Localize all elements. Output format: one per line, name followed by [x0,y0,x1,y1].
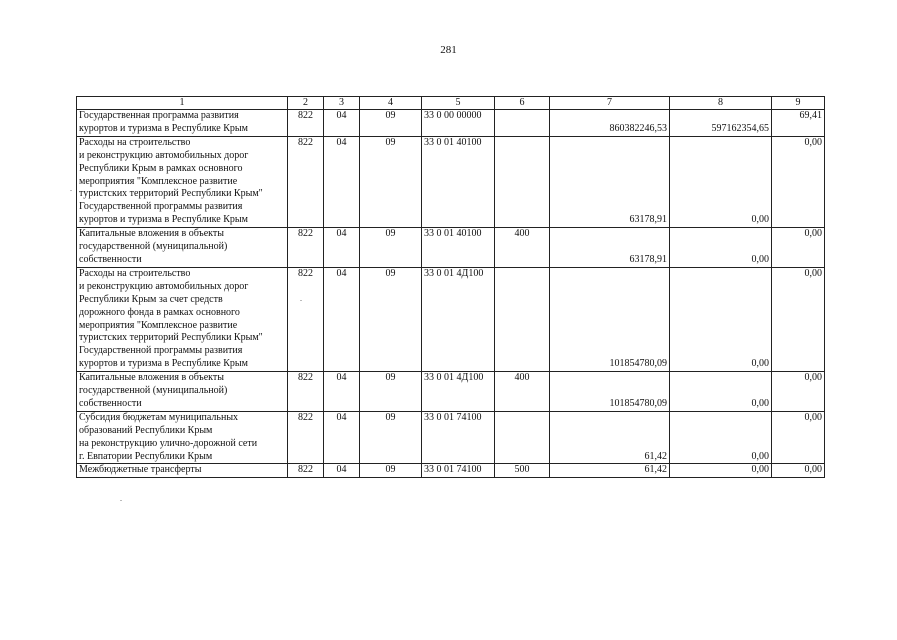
expense-name-line: туристских территорий Республики Крым" [79,188,263,200]
expense-name-cell [77,110,288,137]
expense-name-line: Субсидия бюджетам муниципальных [79,411,239,423]
expense-name-line: мероприятия "Комплексное развитие [79,175,238,187]
expense-name-cell [77,464,288,478]
header-cell: 4 [360,97,422,110]
plan-amount-cell: 61,42 [550,411,670,464]
subsection-code-cell: 09 [360,136,422,227]
table-row [77,464,825,478]
expense-name-line: собственности [79,253,142,265]
grbs-code-cell: 822 [288,267,324,371]
grbs-code-cell: 822 [288,464,324,478]
expense-name-cell [77,372,288,412]
percent-cell: 0,00 [772,136,825,227]
expense-type-cell [495,136,550,227]
target-article-cell: 33 0 01 4Д100 [422,372,495,412]
expense-type-cell [495,110,550,137]
expense-name-line: курортов и туризма в Республике Крым [79,122,248,134]
table-row [77,411,825,464]
expense-type-cell: 400 [495,372,550,412]
fact-amount-cell: 597162354,65 [670,110,772,137]
subsection-code-cell: 09 [360,267,422,371]
table-row [77,228,825,268]
expense-name-line: и реконструкцию автомобильных дорог [79,280,249,292]
percent-cell: 0,00 [772,411,825,464]
percent-cell: 0,00 [772,464,825,478]
table-row [77,136,825,227]
header-cell: 1 [77,97,288,110]
header-cell: 9 [772,97,825,110]
plan-amount-cell: 63178,91 [550,228,670,268]
expense-name-line: Государственной программы развития [79,345,243,357]
expense-name-line: Расходы на строительство [79,267,191,279]
expense-name-line: дорожного фонда в рамках основного [79,306,240,318]
table-row [77,372,825,412]
grbs-code-cell: 822 [288,110,324,137]
expense-name-line: Государственная программа развития [79,110,239,121]
expense-name-line: Капитальные вложения в объекты [79,372,224,384]
plan-amount-cell: 101854780,09 [550,267,670,371]
subsection-code-cell: 09 [360,110,422,137]
expense-name-line: собственности [79,397,142,409]
expense-name-cell [77,267,288,371]
section-code-cell: 04 [324,267,360,371]
target-article-cell: 33 0 01 40100 [422,136,495,227]
table-row [77,267,825,371]
header-cell: 6 [495,97,550,110]
expense-name-line: Республики Крым за счет средств [79,293,223,305]
grbs-code-cell: 822 [288,228,324,268]
expense-name-line: Межбюджетные трансферты [79,464,202,476]
fact-amount-cell: 0,00 [670,372,772,412]
scan-artifact [120,500,122,501]
table-body [77,110,825,478]
expense-name-line: образований Республики Крым [79,424,213,436]
expense-type-cell [495,411,550,464]
section-code-cell: 04 [324,372,360,412]
target-article-cell: 33 0 01 40100 [422,228,495,268]
table-row [77,110,825,137]
subsection-code-cell: 09 [360,372,422,412]
expense-name-line: Капитальные вложения в объекты [79,228,224,240]
target-article-cell: 33 0 00 00000 [422,110,495,137]
section-code-cell: 04 [324,136,360,227]
expense-name-cell [77,411,288,464]
scan-artifact [300,300,302,301]
subsection-code-cell: 09 [360,228,422,268]
fact-amount-cell: 0,00 [670,411,772,464]
expense-name-line: Республики Крым в рамках основного [79,162,243,174]
header-cell: 3 [324,97,360,110]
percent-cell: 0,00 [772,372,825,412]
plan-amount-cell: 101854780,09 [550,372,670,412]
expense-name-line: г. Евпатории Республики Крым [79,450,213,462]
fact-amount-cell: 0,00 [670,136,772,227]
scan-artifact [70,190,72,191]
expense-name-cell [77,228,288,268]
expense-type-cell: 400 [495,228,550,268]
expense-type-cell: 500 [495,464,550,478]
subsection-code-cell: 09 [360,464,422,478]
plan-amount-cell: 63178,91 [550,136,670,227]
header-cell: 2 [288,97,324,110]
target-article-cell: 33 0 01 74100 [422,464,495,478]
header-cell: 8 [670,97,772,110]
expense-name-line: курортов и туризма в Республике Крым [79,358,248,370]
expense-name-line: курортов и туризма в Республике Крым [79,214,248,226]
percent-cell: 0,00 [772,267,825,371]
section-code-cell: 04 [324,411,360,464]
header-row [77,97,825,110]
expense-name-line: государственной (муниципальной) [79,385,228,397]
percent-cell: 69,41 [772,110,825,137]
expense-name-line: мероприятия "Комплексное развитие [79,319,238,331]
expense-name-line: Расходы на строительство [79,136,191,148]
section-code-cell: 04 [324,110,360,137]
target-article-cell: 33 0 01 4Д100 [422,267,495,371]
budget-table [76,96,825,478]
expense-name-line: туристских территорий Республики Крым" [79,332,263,344]
target-article-cell: 33 0 01 74100 [422,411,495,464]
grbs-code-cell: 822 [288,136,324,227]
expense-name-line: Государственной программы развития [79,201,243,213]
subsection-code-cell: 09 [360,411,422,464]
expense-name-line: на реконструкцию улично-дорожной сети [79,437,258,449]
expense-name-line: государственной (муниципальной) [79,241,228,253]
percent-cell: 0,00 [772,228,825,268]
plan-amount-cell: 61,42 [550,464,670,478]
expense-type-cell [495,267,550,371]
plan-amount-cell: 860382246,53 [550,110,670,137]
grbs-code-cell: 822 [288,372,324,412]
fact-amount-cell: 0,00 [670,228,772,268]
expense-name-cell [77,136,288,227]
fact-amount-cell: 0,00 [670,464,772,478]
expense-name-line: и реконструкцию автомобильных дорог [79,149,249,161]
section-code-cell: 04 [324,464,360,478]
grbs-code-cell: 822 [288,411,324,464]
page-number: 281 [440,44,457,56]
header-cell: 5 [422,97,495,110]
section-code-cell: 04 [324,228,360,268]
header-cell: 7 [550,97,670,110]
fact-amount-cell: 0,00 [670,267,772,371]
